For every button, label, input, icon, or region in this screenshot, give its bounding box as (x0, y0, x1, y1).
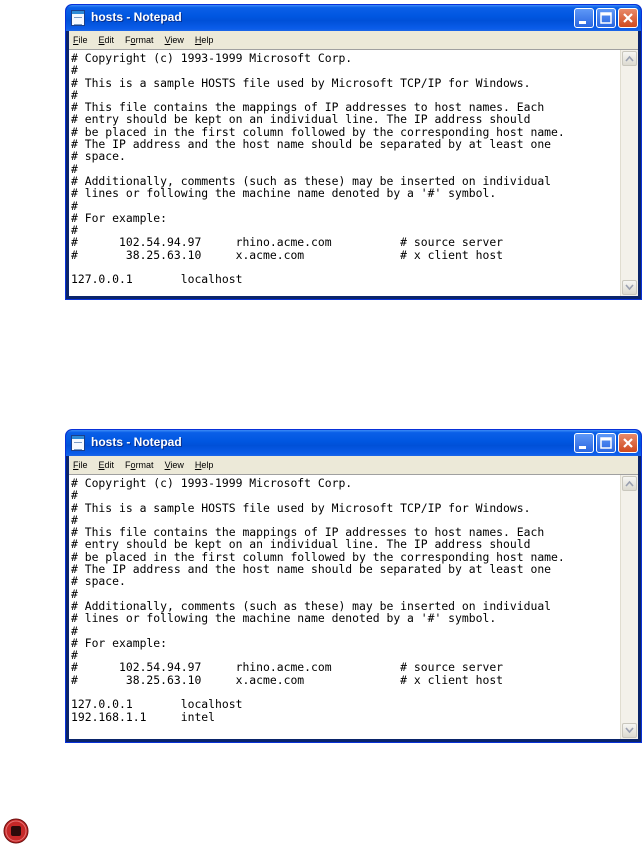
text-line: # 102.54.94.97 rhino.acme.com # source server (71, 235, 504, 250)
vertical-scrollbar[interactable] (620, 50, 638, 296)
menu-edit[interactable]: Edit (98, 35, 115, 45)
maximize-button[interactable] (596, 8, 616, 28)
text-line: # The IP address and the host name should be separated by at least one (71, 137, 552, 152)
scroll-down-button[interactable] (622, 723, 637, 738)
notepad-window-before (65, 4, 642, 300)
menu-bar (69, 456, 638, 474)
menu-file[interactable]: File (73, 35, 88, 45)
text-line: # This file contains the mappings of IP addresses to host names. Each (71, 100, 545, 115)
minimize-icon (575, 434, 593, 452)
text-line: # 38.25.63.10 x.acme.com # x client host (71, 672, 504, 687)
text-line: # This is a sample HOSTS file used by Microsoft TCP/IP for Windows. (71, 75, 531, 90)
menu-format[interactable]: Format (125, 460, 154, 470)
editor-client-area (69, 49, 638, 296)
text-line: # lines or following the machine name denoted by a '#' symbol. (71, 611, 497, 626)
text-line: # be placed in the first column followed by the corresponding host name. (71, 549, 565, 564)
scroll-down-button[interactable] (622, 280, 637, 295)
menu-file[interactable]: File (73, 460, 88, 470)
chevron-down-icon (625, 284, 634, 291)
text-line: # Copyright (c) 1993-1999 Microsoft Corp. (71, 51, 353, 65)
menu-view[interactable]: View (164, 35, 184, 45)
text-line: # For example: (71, 635, 168, 650)
menu-help[interactable]: Help (194, 460, 214, 470)
minimize-icon (575, 9, 593, 27)
menu-view[interactable]: View (164, 460, 184, 470)
text-line: # space. (71, 149, 126, 164)
text-line: # Copyright (c) 1993-1999 Microsoft Corp. (71, 476, 353, 490)
text-line: 127.0.0.1 localhost (71, 272, 243, 287)
text-line: # (71, 161, 78, 176)
text-line: 127.0.0.1 localhost (71, 697, 243, 712)
text-line: # Additionally, comments (such as these) may be inserted on individual (71, 173, 552, 188)
notepad-icon (71, 435, 85, 451)
text-line: # entry should be kept on an individual line. The IP address should (71, 537, 531, 552)
menu-help[interactable]: Help (194, 35, 214, 45)
scroll-up-button[interactable] (622, 476, 637, 491)
title-bar[interactable] (66, 430, 641, 456)
text-line: # (71, 586, 78, 601)
close-icon (619, 434, 637, 452)
chevron-up-icon (625, 55, 634, 62)
text-line: # space. (71, 574, 126, 589)
text-line: # lines or following the machine name denoted by a '#' symbol. (71, 186, 497, 201)
text-line: # 102.54.94.97 rhino.acme.com # source server (71, 660, 504, 675)
menu-format[interactable]: Format (125, 35, 154, 45)
vertical-scrollbar[interactable] (620, 475, 638, 739)
stop-icon (3, 818, 29, 844)
close-button[interactable] (618, 433, 638, 453)
text-line: # (71, 223, 78, 238)
editor-client-area (69, 474, 638, 739)
menu-bar (69, 31, 638, 49)
text-line: # (71, 623, 78, 638)
notepad-window-after (65, 429, 642, 743)
text-line: # be placed in the first column followed by the corresponding host name. (71, 124, 565, 139)
menu-edit[interactable]: Edit (98, 460, 115, 470)
window-title: hosts - Notepad (91, 10, 182, 24)
notepad-icon (71, 10, 85, 26)
text-line: # (71, 63, 78, 78)
maximize-icon (597, 434, 615, 452)
text-line: # (71, 648, 78, 663)
text-line: 192.168.1.1 intel (71, 709, 216, 724)
title-bar[interactable] (66, 5, 641, 31)
minimize-button[interactable] (574, 433, 594, 453)
close-icon (619, 9, 637, 27)
chevron-down-icon (625, 727, 634, 734)
maximize-icon (597, 9, 615, 27)
text-line: # 38.25.63.10 x.acme.com # x client host (71, 247, 504, 262)
close-button[interactable] (618, 8, 638, 28)
text-line: # The IP address and the host name should be separated by at least one (71, 562, 552, 577)
text-line: # entry should be kept on an individual line. The IP address should (71, 112, 531, 127)
text-line: # This is a sample HOSTS file used by Microsoft TCP/IP for Windows. (71, 500, 531, 515)
scroll-up-button[interactable] (622, 51, 637, 66)
hosts-text-editor[interactable] (69, 50, 621, 296)
text-line: # (71, 87, 78, 102)
text-line: # For example: (71, 210, 168, 225)
hosts-text-editor[interactable] (69, 475, 621, 739)
text-line: # (71, 488, 78, 503)
text-line: # Additionally, comments (such as these) may be inserted on individual (71, 598, 552, 613)
minimize-button[interactable] (574, 8, 594, 28)
window-title: hosts - Notepad (91, 435, 182, 449)
text-line: # (71, 198, 78, 213)
text-line: # (71, 512, 78, 527)
maximize-button[interactable] (596, 433, 616, 453)
chevron-up-icon (625, 480, 634, 487)
text-line: # This file contains the mappings of IP addresses to host names. Each (71, 525, 545, 540)
